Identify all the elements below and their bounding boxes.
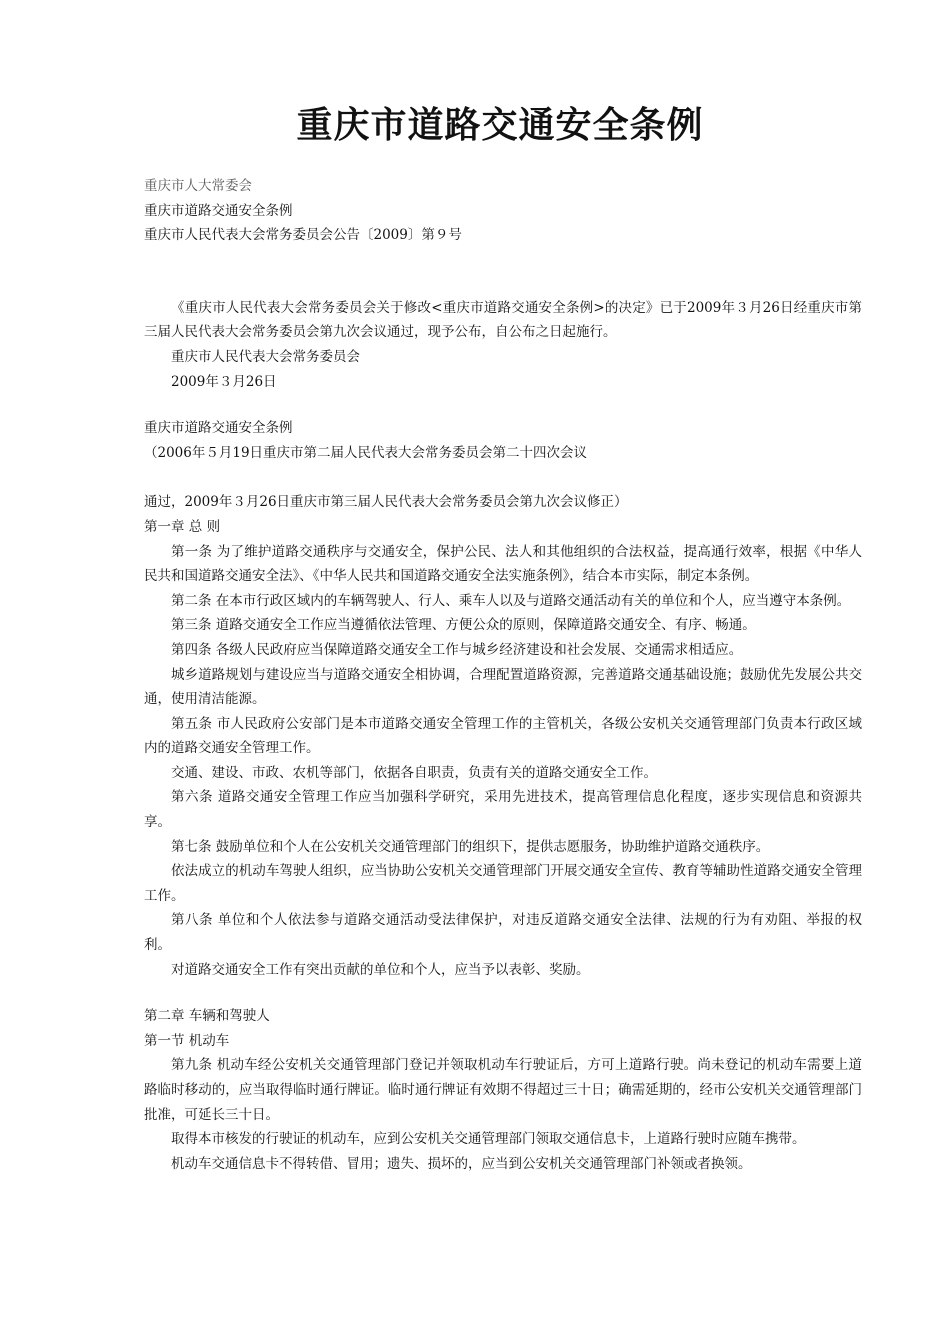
- law-title: 重庆市道路交通安全条例: [144, 420, 293, 437]
- article-9-para-3: 机动车交通信息卡不得转借、冒用；遗失、损坏的，应当到公安机关交通管理部门补领或者换领。: [171, 1155, 752, 1172]
- article-3: 第三条 道路交通安全工作应当遵循依法管理、方便公众的原则，保障道路交通安全、有序、畅通。: [171, 617, 756, 634]
- spacer: [144, 394, 862, 416]
- spacer: [144, 982, 862, 1004]
- adoption-note-line1: （2006年５月19日重庆市第二届人民代表大会常务委员会第二十四次会议: [144, 444, 588, 461]
- adoption-note-line2: 通过，2009年３月26日重庆市第三届人民代表大会常务委员会第九次会议修正）: [144, 494, 628, 511]
- article-8-para-2: 对道路交通安全工作有突出贡献的单位和个人，应当予以表彰、奖励。: [171, 961, 590, 978]
- article-4-para-2: 城乡道路规划与建设应当与道路交通安全相协调，合理配置道路资源，完善道路交通基础设施；鼓励优先发展公共交通，使用清洁能源。: [144, 666, 862, 708]
- document-title: 重庆市道路交通安全条例: [296, 104, 704, 146]
- article-7: 第七条 鼓励单位和个人在公安机关交通管理部门的组织下，提供志愿服务，协助维护道路交通秩序。: [171, 838, 770, 855]
- meta-law-name: 重庆市道路交通安全条例: [144, 202, 293, 219]
- meta-announcement-number: 重庆市人民代表大会常务委员会公告〔2009〕第９号: [144, 227, 462, 244]
- article-9: 第九条 机动车经公安机关交通管理部门登记并领取机动车行驶证后，方可上道路行驶。尚未登记的机动车需要上道路临时移动的，应当取得临时通行牌证。临时通行牌证有效期不得超过三十日；确需延期的，经市公安机关交通管理部门批准，可延长三十日。: [144, 1057, 862, 1123]
- article-2: 第二条 在本市行政区域内的车辆驾驶人、行人、乘车人以及与道路交通活动有关的单位和个人，应当遵守本条例。: [171, 592, 851, 609]
- article-7-para-2: 依法成立的机动车驾驶人组织，应当协助公安机关交通管理部门开展交通安全宣传、教育等辅助性道路交通安全管理工作。: [144, 863, 862, 904]
- article-4: 第四条 各级人民政府应当保障道路交通安全工作与城乡经济建设和社会发展、交通需求相适应。: [171, 641, 743, 658]
- chapter-2-heading: 第二章 车辆和驾驶人: [144, 1008, 270, 1025]
- spacer: [144, 248, 862, 296]
- meta-source: 重庆市人大常委会: [144, 178, 252, 194]
- article-9-para-2: 取得本市核发的行驶证的机动车，应到公安机关交通管理部门领取交通信息卡，上道路行驶时应随车携带。: [171, 1131, 806, 1148]
- section-1-heading: 第一节 机动车: [144, 1032, 230, 1049]
- article-1: 第一条 为了维护道路交通秩序与交通安全，保护公民、法人和其他组织的合法权益，提高通行效率，根据《中华人民共和国道路交通安全法》、《中华人民共和国道路交通安全法实施条例》，结合本市实际，制定本条例。: [144, 543, 862, 585]
- announcement-body: 《重庆市人民代表大会常务委员会关于修改<重庆市道路交通安全条例>的决定》已于2009年３月26日经重庆市第三届人民代表大会常务委员会第九次会议通过，现予公布，自公布之日起施行。: [144, 299, 862, 341]
- chapter-1-heading: 第一章 总 则: [144, 518, 221, 535]
- announcement-date: 2009年３月26日: [171, 373, 277, 390]
- article-8: 第八条 单位和个人依法参与道路交通活动受法律保护，对违反道路交通安全法律、法规的行为有劝阻、举报的权利。: [144, 912, 862, 954]
- spacer: [144, 465, 862, 490]
- article-5-para-2: 交通、建设、市政、农机等部门，依据各自职责，负责有关的道路交通安全工作。: [171, 764, 657, 781]
- article-6: 第六条 道路交通安全管理工作应当加强科学研究，采用先进技术，提高管理信息化程度，逐步实现信息和资源共享。: [144, 789, 862, 831]
- announcement-issuer: 重庆市人民代表大会常务委员会: [171, 348, 360, 365]
- article-5: 第五条 市人民政府公安部门是本市道路交通安全管理工作的主管机关，各级公安机关交通管理部门负责本行政区域内的道路交通安全管理工作。: [144, 715, 862, 757]
- document-body: [144, 174, 862, 1176]
